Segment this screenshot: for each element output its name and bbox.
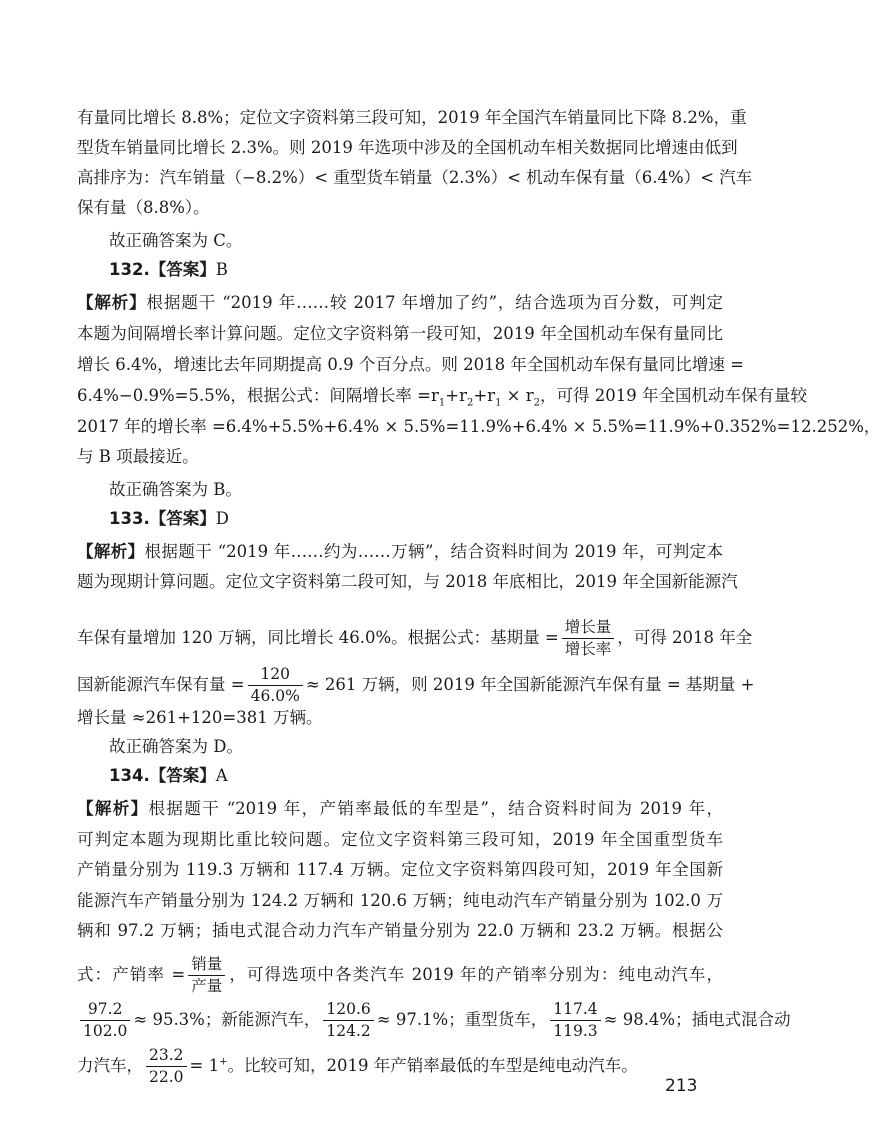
text-line: 力汽车， $\frac{23.2}{22.0}$ = 1+。比较可知，2019 年产销率最低的车型是纯电动汽车。 xyxy=(77,1046,638,1086)
text-line: 2017 年的增长率 =6.4%+5.5%+6.4% × 5.5%=11.9%+6.4% × 5.5%=11.9%+0.352%=12.252%， xyxy=(77,417,880,436)
text-line: 【解析】根据题干 “2019 年，产销率最低的车型是”，结合资料时间为 2019 年， xyxy=(77,799,724,818)
text-line: 国新能源汽车保有量 = $\frac{120}{46.0\%}$ ≈ 261 万辆，则 2019 年全国新能源汽车保有量 = 基期量 + xyxy=(77,665,755,705)
text-line: 辆和 97.2 万辆；插电式混合动力汽车产销量分别为 22.0 万辆和 23.2 万辆。根据公 xyxy=(77,921,723,940)
text-line: 产销量分别为 119.3 万辆和 117.4 万辆。定位文字资料第四段可知，2019 年全国新 xyxy=(77,860,723,879)
analysis-label: 【解析】 xyxy=(77,799,149,818)
text-line: $\frac{97.2}{102.0}$ ≈ 95.3%；新能源汽车， $\frac{120.6}{124.2}$ ≈ 97.1%；重型货车， $\frac{117.4}{119.3}$ ≈ 98.4%；插电式混合动 xyxy=(77,1000,723,1028)
fraction-ev: $\frac{97.2}{102.0}$ xyxy=(80,1000,130,1041)
conclusion-132: 故正确答案为 B。 xyxy=(109,480,242,499)
answer-value: D xyxy=(215,509,229,528)
answer-label: 133.【答案】 xyxy=(109,509,216,528)
text-line: 与 B 项最接近。 xyxy=(77,447,199,466)
answer-label: 134.【答案】 xyxy=(109,766,216,785)
text-line: 【解析】根据题干 “2019 年……较 2017 年增加了约”，结合选项为百分数，可判定 xyxy=(77,293,724,312)
text-line: 有量同比增长 8.8%；定位文字资料第三段可知，2019 年全国汽车销量同比下降 8.2%，重 xyxy=(77,108,747,127)
analysis-label: 【解析】 xyxy=(77,542,145,561)
question-132-header xyxy=(109,256,723,284)
conclusion-131: 故正确答案为 C。 xyxy=(109,231,243,250)
fraction-phev: $\frac{23.2}{22.0}$ xyxy=(146,1046,187,1087)
fraction-new-energy: $\frac{120.6}{124.2}$ xyxy=(323,1000,373,1041)
answer-label: 132.【答案】 xyxy=(109,260,216,279)
page-number: 213 xyxy=(665,1076,698,1096)
formula-rate-fraction: $\frac{\text{销量}}{\text{产量}}$ xyxy=(188,955,225,996)
text-line: 保有量（8.8%）。 xyxy=(77,198,210,217)
text-line: 车保有量增加 120 万辆，同比增长 46.0%。根据公式：基期量 = $\frac{\text{增长量}}{\text{增长率}}$ ，可得 2018 年全 xyxy=(77,618,753,658)
question-133-header xyxy=(109,505,723,533)
text-line: 高排序为：汽车销量（−8.2%）< 重型货车销量（2.3%）< 机动车保有量（6.4%）< 汽车 xyxy=(77,168,753,187)
fraction-heavy-truck: $\frac{117.4}{119.3}$ xyxy=(550,1000,600,1041)
answer-value: A xyxy=(215,766,228,785)
conclusion-133: 故正确答案为 D。 xyxy=(109,737,243,756)
formula-base-fraction: $\frac{\text{增长量}}{\text{增长率}}$ xyxy=(562,618,615,659)
text-line: 【解析】根据题干 “2019 年……约为……万辆”，结合资料时间为 2019 年，可判定本 xyxy=(77,542,724,561)
text-line: 型货车销量同比增长 2.3%。则 2019 年选项中涉及的全国机动车相关数据同比增速由低到 xyxy=(77,138,738,157)
text-line: 能源汽车产销量分别为 124.2 万辆和 120.6 万辆；纯电动汽车产销量分别为 102.0 万 xyxy=(77,891,723,910)
text-line: 可判定本题为现期比重比较问题。定位文字资料第三段可知，2019 年全国重型货车 xyxy=(77,830,723,849)
text-line: 题为现期计算问题。定位文字资料第二段可知，与 2018 年底相比，2019 年全国新能源汽 xyxy=(77,572,738,591)
text-line: 6.4%−0.9%=5.5%，根据公式：间隔增长率 $=r_1+r_2+r_1 \times r_2$，可得 2019 年全国机动车保有量较 xyxy=(77,386,807,409)
analysis-label: 【解析】 xyxy=(77,293,147,312)
text-line: 本题为间隔增长率计算问题。定位文字资料第一段可知，2019 年全国机动车保有量同比 xyxy=(77,324,723,343)
text-line: 式：产销率 = $\frac{\text{销量}}{\text{产量}}$ ，可得选项中各类汽车 2019 年的产销率分别为：纯电动汽车， xyxy=(77,955,723,995)
fraction-120-over-46: $\frac{120}{46.0\%}$ xyxy=(248,665,303,706)
question-134-header xyxy=(109,762,723,790)
text-line: 增长 6.4%，增速比去年同期提高 0.9 个百分点。则 2018 年全国机动车保有量同比增速 = xyxy=(77,355,744,374)
text-line: 增长量 ≈261+120=381 万辆。 xyxy=(77,708,323,727)
answer-value: B xyxy=(215,260,228,279)
